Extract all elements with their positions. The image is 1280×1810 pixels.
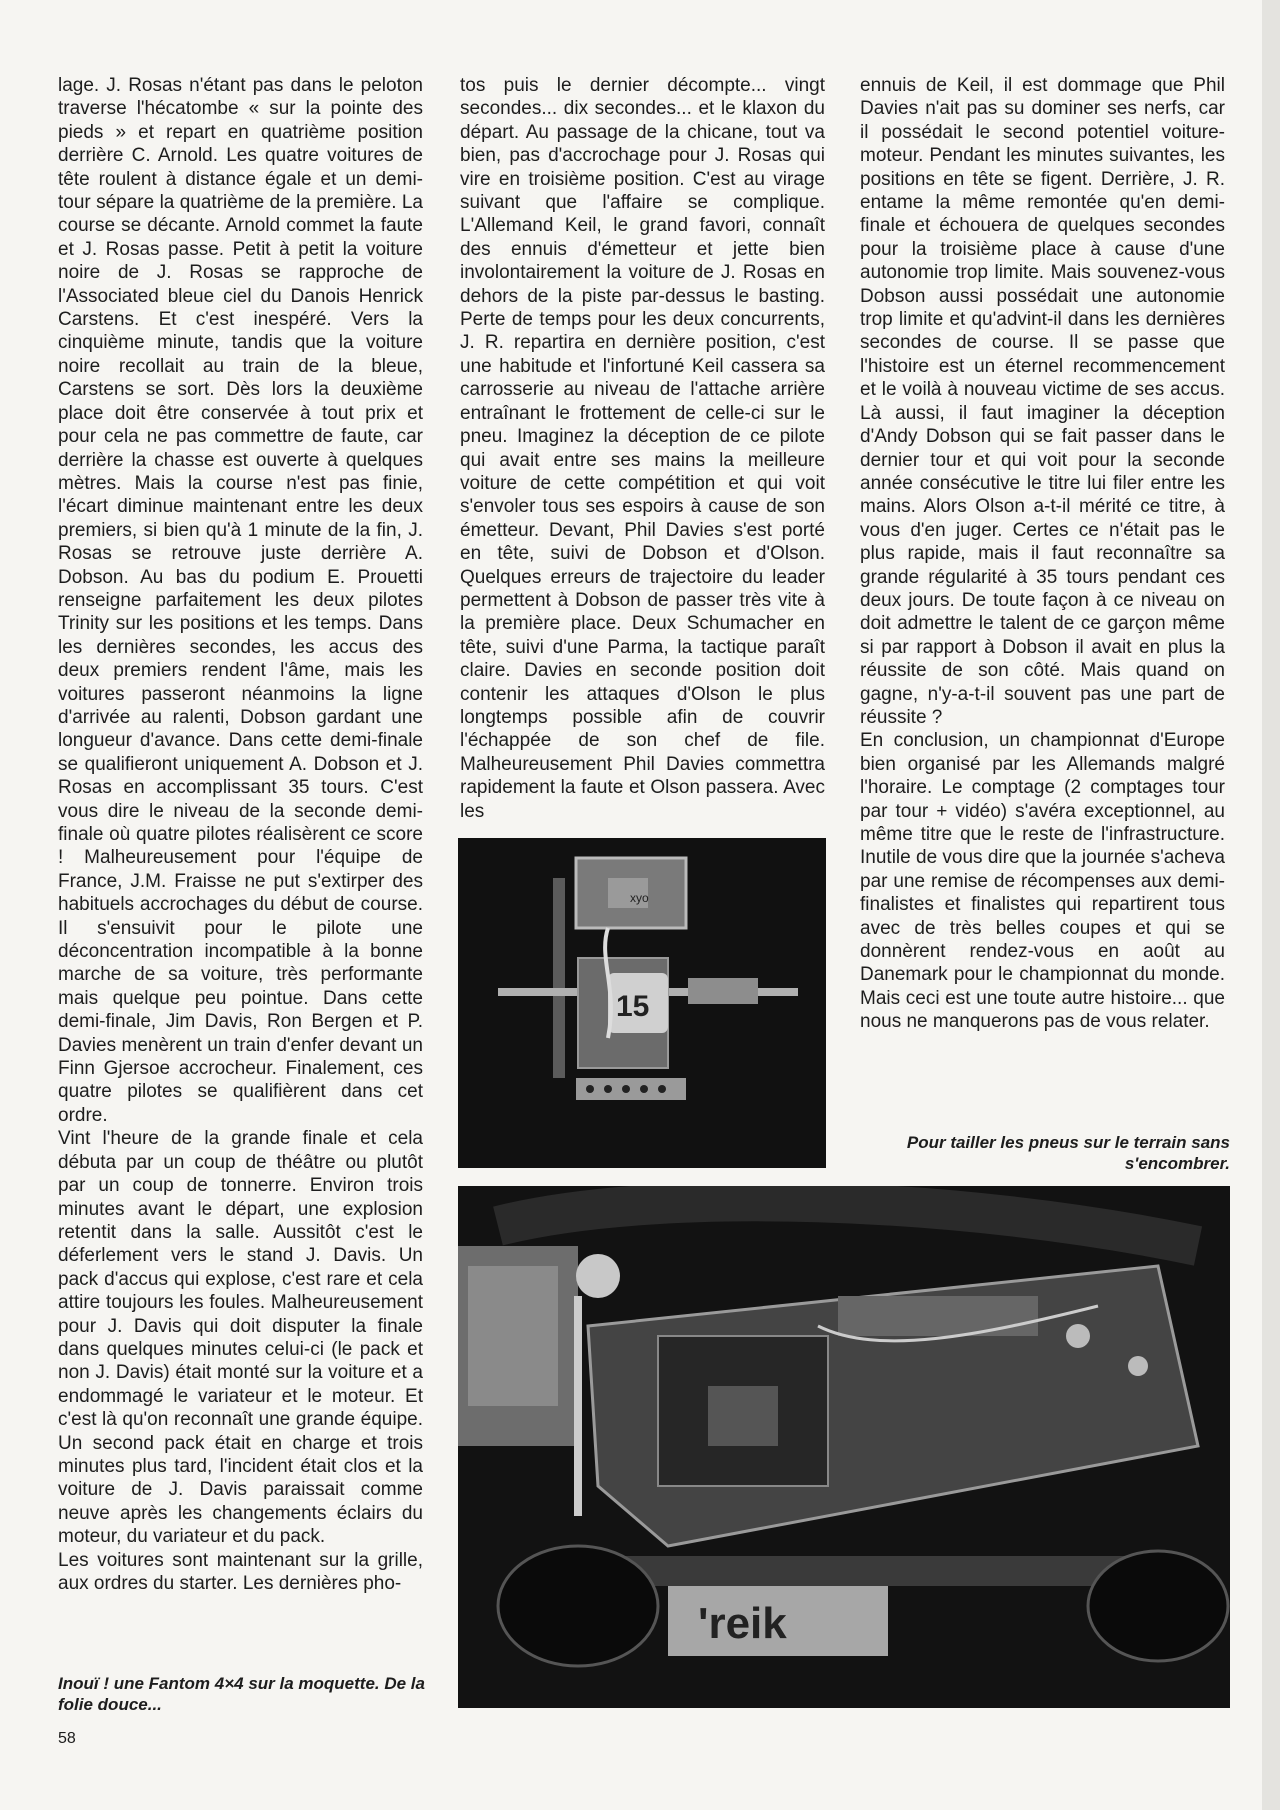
text-column-2 [460,74,825,823]
rc-car-image [458,1186,1230,1708]
paragraph: En conclusion, un championnat d'Europe bien organisé par les Allemands malgré l'horaire. Le comptage (2 comptages tour par tour + vidéo) s'avéra exceptionnel, au même titre que le reste de l'infrastructure. Inutile de vous dire que la journée s'acheva par une remise de récompenses aux demi-finalistes et finalistes qui repartirent tous avec de très belles coupes et qui se donnèrent rendez-vous en août au Danemark pour le championnat du monde. Mais ceci est une toute autre histoire... que nous ne manquerons pas de vous relater. [860,730,1225,1033]
photo2-label-text: 'reik [698,1599,787,1648]
photo1-label-text: 15 [616,990,650,1023]
photo-caption-2: Inouï ! une Fantom 4×4 sur la moquette. De la folie douce... [58,1674,425,1714]
paragraph: lage. J. Rosas n'étant pas dans le peloton traverse l'hécatombe « sur la pointe des pieds » et repart en quatrième position derrière C. Arnold. Les quatre voitures de tête roulent à distance égale et un demi-tour sépare la quatrième de la première. La course se décante. Arnold commet la faute et J. Rosas passe. Petit à petit la voiture noire de J. Rosas se rapproche de l'Associated bleue ciel du Danois Henrick Carstens. Et c'est inespéré. Vers la cinquième minute, tandis que la voiture noire recollait au train de la bleue, Carstens se sort. Dès lors la deuxième place doit être conservée à tout prix et pour cela ne pas commettre de faute, car derrière la chasse est ouverte à quelques mètres. Mais la course n'est pas finie, l'écart diminue maintenant entre les deux premiers, si bien qu'à 1 minute de la fin, J. Rosas se retrouve juste derrière A. Dobson. Au bas du podium E. Prouetti renseigne parfaitement les deux pilotes Trinity sur les positions et les temps. Dans les dernières secondes, les accus des deux premiers rendent l'âme, mais les voitures passeront néanmoins la ligne d'arrivée au ralenti, Dobson gardant une longueur d'avance. Dans cette demi-finale se qualifieront uniquement A. Dobson et J. Rosas en accomplissant 35 tours. C'est vous dire le niveau de la seconde demi-finale où quatre pilotes réalisèrent ce score ! Malheureusement pour l'équipe de France, J.M. Fraisse ne put s'extirper des habituels accrochages du début de course. Il s'ensuivit pour le pilote une déconcentration incompatible à la bonne marche de sa voiture, très performante mais quelque peu pointue. Dans cette demi-finale, Jim Davis, Ron Bergen et P. Davies menèrent un train d'enfer devant un Finn Gjersoe accrocheur. Finalement, ces quatre pilotes se qualifièrent dans cet ordre. [58,75,423,1126]
paragraph: tos puis le dernier décompte... vingt secondes... dix secondes... et le klaxon du départ. Au passage de la chicane, tout va bien, pas d'accrochage pour J. Rosas qui vire en troisième position. C'est au virage suivant que l'affaire se complique. L'Allemand Keil, le grand favori, connaît des ennuis d'émetteur et jette bien involontairement la voiture de J. Rosas en dehors de la piste par-dessus le basting. Perte de temps pour les deux concurrents, J. R. repartira en dernière position, c'est une habitude et l'infortuné Keil cassera sa carrosserie au niveau de l'attache arrière entraînant le frottement de celle-ci sur le pneu. Imaginez la déception de ce pilote qui avait entre ses mains la meilleure voiture de cette compétition et qui voit s'envoler tous ses espoirs à cause de son émetteur. Devant, Phil Davies s'est porté en tête, suivi de Dobson et d'Olson. Quelques erreurs de trajectoire du leader permettent à Dobson de passer très vite à la première place. Deux Schumacher en tête, suivi d'une Parma, la tactique paraît claire. Davies en seconde position doit contenir les attaques d'Olson le plus longtemps possible afin de couvrir l'échappée de son chef de file. Malheureusement Phil Davies commettra rapidement la faute et Olson passera. Avec les [460,75,825,822]
photo-tyre-cutter [458,838,826,1168]
photo-rc-car [458,1186,1230,1708]
photo-caption-1: Pour tailler les pneus sur le terrain sans s'encombrer. [906,1133,1230,1173]
paragraph: Vint l'heure de la grande finale et cela débuta par un coup de théâtre ou plutôt par un coup de tonnerre. Environ trois minutes avant le départ, une explosion retentit dans la salle. Aussitôt c'est le déferlement vers le stand J. Davis. Un pack d'accus qui explose, c'est rare et cela attire toujours les foules. Malheureusement pour J. Davis qui doit disputer la finale dans quelques minutes celui-ci (le pack et non J. Davis) était monté sur la voiture et a endommagé le variateur et le moteur. Et c'est là qu'on reconnaît une grande équipe. Un second pack était en charge et trois minutes plus tard, l'incident était clos et la voiture de J. Davis paraissait comme neuve après les changements éclairs du moteur, du variateur et du pack. [58,1128,423,1548]
text-column-1 [58,74,423,1595]
photo1-brand-text: xyo [630,891,649,905]
text-column-3 [860,74,1225,1034]
paragraph: Les voitures sont maintenant sur la grille, aux ordres du starter. Les dernières pho- [58,1549,423,1594]
tyre-cutter-image [458,838,826,1168]
paragraph: ennuis de Keil, il est dommage que Phil Davies n'ait pas su dominer ses nerfs, car il possédait le second potentiel voiture-moteur. Pendant les minutes suivantes, les positions en tête se figent. Derrière, J. R. entame la même remontée qu'en demi-finale et échouera de quelques secondes pour la troisième place à cause d'une autonomie trop limite. Mais souvenez-vous Dobson aussi possédait une autonomie trop limite et qu'advint-il dans les dernières secondes de course. Il se passe que l'histoire est un éternel recommencement et le voilà à nouveau victime de ses accus. Là aussi, il faut imaginer la déception d'Andy Dobson qui se fait passer dans le dernier tour et qui voit pour la seconde année consécutive le titre lui filer entre les mains. Alors Olson a-t-il mérité ce titre, à vous d'en juger. Certes ce n'était pas le plus rapide, mais il faut reconnaître sa grande régularité à 35 tours pendant ces deux jours. De toute façon à ce niveau on doit admettre le talent de ce garçon même si par rapport à Dobson il avait en plus la réussite de son côté. Mais quand on gagne, n'y-a-t-il souvent pas une part de réussite ? [860,75,1225,728]
page-edge [1262,0,1280,1810]
page-number: 58 [58,1730,76,1747]
